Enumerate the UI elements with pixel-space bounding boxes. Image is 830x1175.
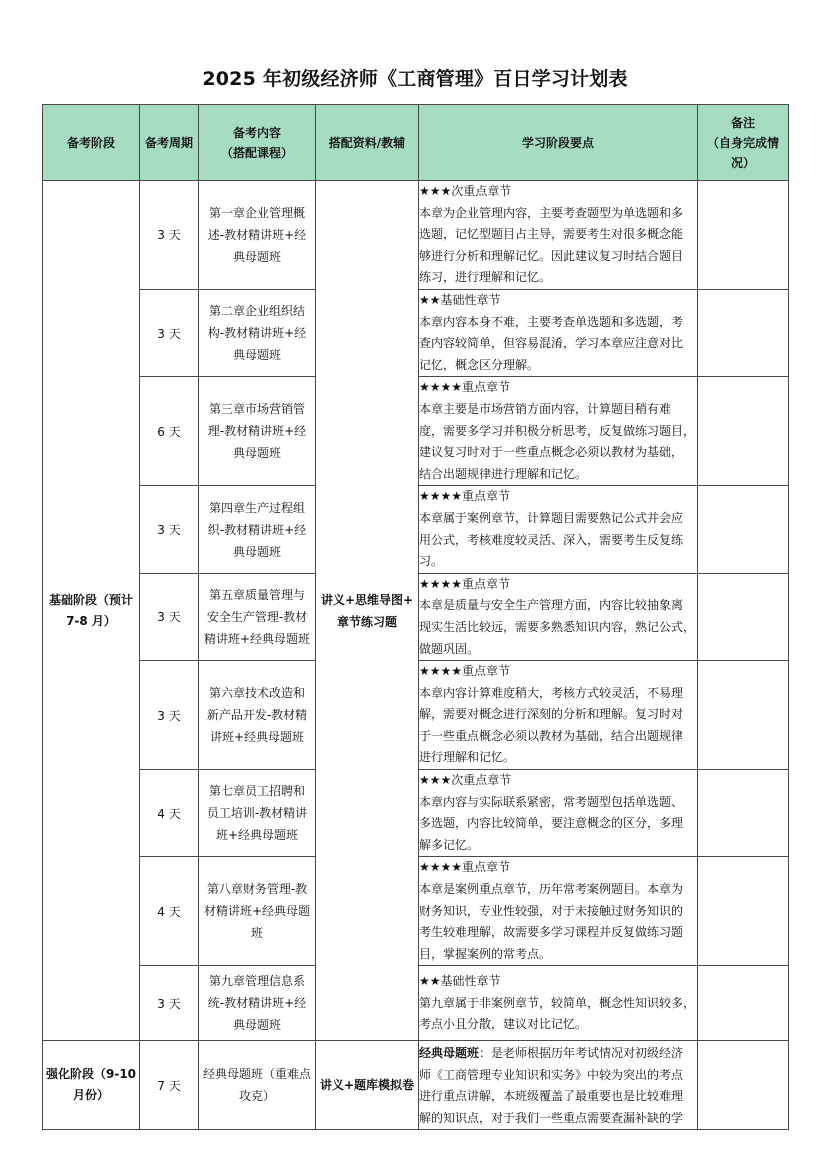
period-cell: 4 天 xyxy=(140,857,199,966)
importance-stars: ★★★★重点章节 xyxy=(419,860,511,875)
material-basic: 讲义+思维导图+ 章节练习题 xyxy=(316,181,419,1041)
content-cell: 第七章员工招聘和 员工培训-教材精讲 班+经典母题班 xyxy=(199,770,316,857)
table-row-strengthen xyxy=(43,1041,789,1130)
importance-stars: ★★★次重点章节 xyxy=(419,184,512,198)
period-cell: 4 天 xyxy=(140,770,199,857)
content-cell: 第二章企业组织结 构-教材精讲班+经 典母题班 xyxy=(199,289,316,376)
period-cell: 3 天 xyxy=(140,486,199,573)
study-plan-table xyxy=(42,104,789,1130)
period-cell: 3 天 xyxy=(140,966,199,1041)
points-cell: 经典母题班：是老师根据历年考试情况对初级经济 师《工商管理专业知识和实务》中较为突出的考点 进行重点讲解，本班级覆盖了最重要也是比较难理 解的知识点，对于我们一些重点需要查漏补缺的学 xyxy=(419,1041,698,1130)
note-cell[interactable] xyxy=(698,1041,789,1130)
header-stage: 备考阶段 xyxy=(43,105,140,181)
table-header-row xyxy=(43,105,789,181)
period-cell: 6 天 xyxy=(140,377,199,486)
importance-stars: ★★★★重点章节 xyxy=(419,576,511,591)
note-cell[interactable] xyxy=(698,289,789,376)
header-note: 备注 （自身完成情 况） xyxy=(698,105,789,181)
points-cell: ★★基础性章节 本章内容本身不难，主要考查单选题和多选题，考 查内容较简单，但容易混淆，学习本章应注意对比 记忆，概念区分理解。 xyxy=(419,289,698,376)
note-cell[interactable] xyxy=(698,573,789,660)
note-cell[interactable] xyxy=(698,377,789,486)
stage-basic: 基础阶段（预计 7-8 月） xyxy=(43,181,140,1041)
points-cell: ★★★次重点章节 本章为企业管理内容，主要考查题型为单选题和多 选题，记忆型题目占主导，需要考生对很多概念能 够进行分析和理解记忆。因此建议复习时结合题目 练习，进行理解和记忆。 xyxy=(419,181,698,290)
importance-stars: ★★★★重点章节 xyxy=(419,664,511,679)
header-points: 学习阶段要点 xyxy=(419,105,698,181)
points-cell: ★★★★重点章节 本章是质量与安全生产管理方面，内容比较抽象离 现实生活比较远，需要多熟悉知识内容，熟记公式， 做题巩固。 xyxy=(419,573,698,660)
stage-strengthen: 强化阶段（9-10 月份） xyxy=(43,1041,140,1130)
importance-stars: ★★★★重点章节 xyxy=(419,489,511,504)
content-cell: 经典母题班（重难点 攻克） xyxy=(199,1041,316,1130)
points-cell: ★★★★重点章节 本章内容计算难度稍大，考核方式较灵活，不易理 解，需要对概念进行深刻的分析和理解。复习时对 于一些重点概念必须以教材为基础，结合出题规律 进行理解和记忆。 xyxy=(419,661,698,770)
content-cell: 第九章管理信息系 统-教材精讲班+经 典母题班 xyxy=(199,966,316,1041)
note-cell[interactable] xyxy=(698,181,789,290)
header-content: 备考内容 （搭配课程） xyxy=(199,105,316,181)
note-cell[interactable] xyxy=(698,857,789,966)
content-cell: 第三章市场营销管 理-教材精讲班+经 典母题班 xyxy=(199,377,316,486)
importance-stars: ★★★次重点章节 xyxy=(419,773,512,788)
period-cell: 3 天 xyxy=(140,289,199,376)
header-material: 搭配资料/教辅 xyxy=(316,105,419,181)
content-cell: 第五章质量管理与 安全生产管理-教材 精讲班+经典母题班 xyxy=(199,573,316,660)
points-cell: ★★★次重点章节 本章内容与实际联系紧密，常考题型包括单选题、 多选题，内容比较简单，要注意概念的区分，多理 解多记忆。 xyxy=(419,770,698,857)
note-cell[interactable] xyxy=(698,661,789,770)
period-cell: 7 天 xyxy=(140,1041,199,1130)
importance-stars: ★★★★重点章节 xyxy=(419,380,511,395)
period-cell: 3 天 xyxy=(140,573,199,660)
content-cell: 第八章财务管理-教 材精讲班+经典母题 班 xyxy=(199,857,316,966)
points-cell: ★★★★重点章节 本章是案例重点章节，历年常考案例题目。本章为 财务知识，专业性较强，对于未接触过财务知识的 考生较难理解，故需要多学习课程并反复做练习题 目，掌握案例的常考点。 xyxy=(419,857,698,966)
points-cell: ★★★★重点章节 本章属于案例章节，计算题目需要熟记公式并会应 用公式，考核难度较灵活、深入，需要考生反复练 习。 xyxy=(419,486,698,573)
points-cell: ★★基础性章节 第九章属于非案例章节，较简单，概念性知识较多， 考点小且分散，建议对比记忆。 xyxy=(419,966,698,1041)
period-cell: 3 天 xyxy=(140,661,199,770)
material-strengthen: 讲义+题库模拟卷 xyxy=(316,1041,419,1130)
content-cell: 第六章技术改造和 新产品开发-教材精 讲班+经典母题班 xyxy=(199,661,316,770)
content-cell: 第四章生产过程组 织-教材精讲班+经 典母题班 xyxy=(199,486,316,573)
note-cell[interactable] xyxy=(698,770,789,857)
header-period: 备考周期 xyxy=(140,105,199,181)
note-cell[interactable] xyxy=(698,966,789,1041)
importance-stars: ★★基础性章节 xyxy=(419,974,501,989)
page-title: 2025 年初级经济师《工商管理》百日学习计划表 xyxy=(202,68,628,90)
content-cell: 第一章企业管理概 述-教材精讲班+经 典母题班 xyxy=(199,181,316,290)
period-cell: 3 天 xyxy=(140,181,199,290)
note-cell[interactable] xyxy=(698,486,789,573)
table-row xyxy=(43,181,789,290)
points-cell: ★★★★重点章节 本章主要是市场营销方面内容，计算题目稍有难 度，需要多学习并积极分析思考，反复做练习题目， 建议复习时对于一些重点概念必须以教材为基础， 结合出题规律进行理解和记忆。 xyxy=(419,377,698,486)
class-name: 经典母题班 xyxy=(419,1045,480,1060)
importance-stars: ★★基础性章节 xyxy=(419,292,501,307)
